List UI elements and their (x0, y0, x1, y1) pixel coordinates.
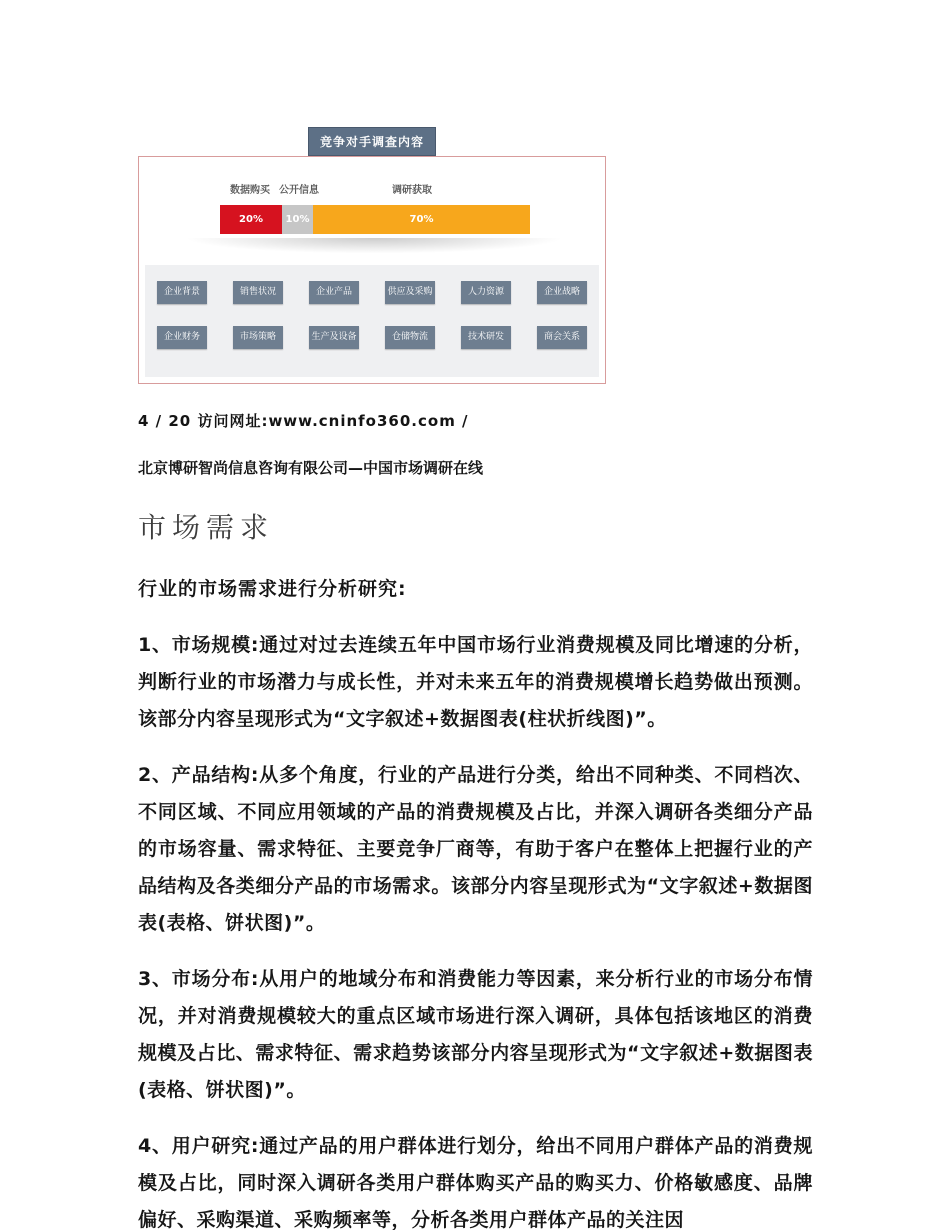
category-box: 人力资源 (461, 281, 511, 304)
diagram-panel (138, 156, 606, 384)
paragraph-user-research: 4、用户研究:通过产品的用户群体进行划分，给出不同用户群体产品的消费规模及占比，同时深入调研各类用户群体购买产品的购买力、价格敏感度、品牌偏好、采购渠道、采购频率等，分析各类用户群体产品的关注因 (138, 1135, 813, 1230)
category-box: 企业产品 (309, 281, 359, 304)
bar-reflection-shadow (179, 238, 569, 254)
category-box: 仓储物流 (385, 326, 435, 349)
category-box: 市场策略 (233, 326, 283, 349)
bar-segment-public-info: 10% (282, 205, 313, 234)
competitor-survey-diagram (138, 127, 606, 384)
section-intro: 行业的市场需求进行分析研究: (138, 578, 407, 600)
bar-label-research: 调研获取 (392, 185, 432, 196)
bar-label-data-purchase: 数据购买 (230, 185, 270, 196)
page-number-and-url: 4 / 20 访问网址:www.cninfo360.com / (138, 412, 469, 430)
bar-label-public-info: 公开信息 (279, 185, 319, 196)
category-box: 商会关系 (537, 326, 587, 349)
stacked-bar-chart (139, 181, 605, 265)
category-box: 生产及设备 (309, 326, 359, 349)
diagram-title: 竞争对手调查内容 (308, 127, 436, 156)
bar-segment-research: 70% (313, 205, 530, 234)
survey-category-boxes (145, 265, 599, 377)
paragraph-market-distribution: 3、市场分布:从用户的地域分布和消费能力等因素，来分析行业的市场分布情况，并对消费规模较大的重点区域市场进行深入调研，具体包括该地区的消费规模及占比、需求特征、需求趋势该部分内容呈现形式为“文字叙述+数据图表(表格、饼状图)”。 (138, 968, 813, 1101)
category-box: 销售状况 (233, 281, 283, 304)
category-box: 企业战略 (537, 281, 587, 304)
company-name-line: 北京博研智尚信息咨询有限公司—中国市场调研在线 (138, 459, 484, 477)
paragraph-market-size: 1、市场规模:通过对过去连续五年中国市场行业消费规模及同比增速的分析，判断行业的市场潜力与成长性，并对未来五年的消费规模增长趋势做出预测。该部分内容呈现形式为“文字叙述+数据图表(柱状折线图)”。 (138, 634, 813, 730)
stacked-bar (220, 205, 530, 234)
category-box: 技术研发 (461, 326, 511, 349)
category-box: 供应及采购 (385, 281, 435, 304)
section-heading: 市场需求 (138, 511, 275, 544)
bar-segment-data-purchase: 20% (220, 205, 282, 234)
paragraph-product-structure: 2、产品结构:从多个角度，行业的产品进行分类，给出不同种类、不同档次、不同区域、不同应用领域的产品的消费规模及占比，并深入调研各类细分产品的市场容量、需求特征、主要竞争厂商等，有助于客户在整体上把握行业的产品结构及各类细分产品的市场需求。该部分内容呈现形式为“文字叙述+数据图表(表格、饼状图)”。 (138, 764, 813, 934)
category-box: 企业背景 (157, 281, 207, 304)
category-box: 企业财务 (157, 326, 207, 349)
